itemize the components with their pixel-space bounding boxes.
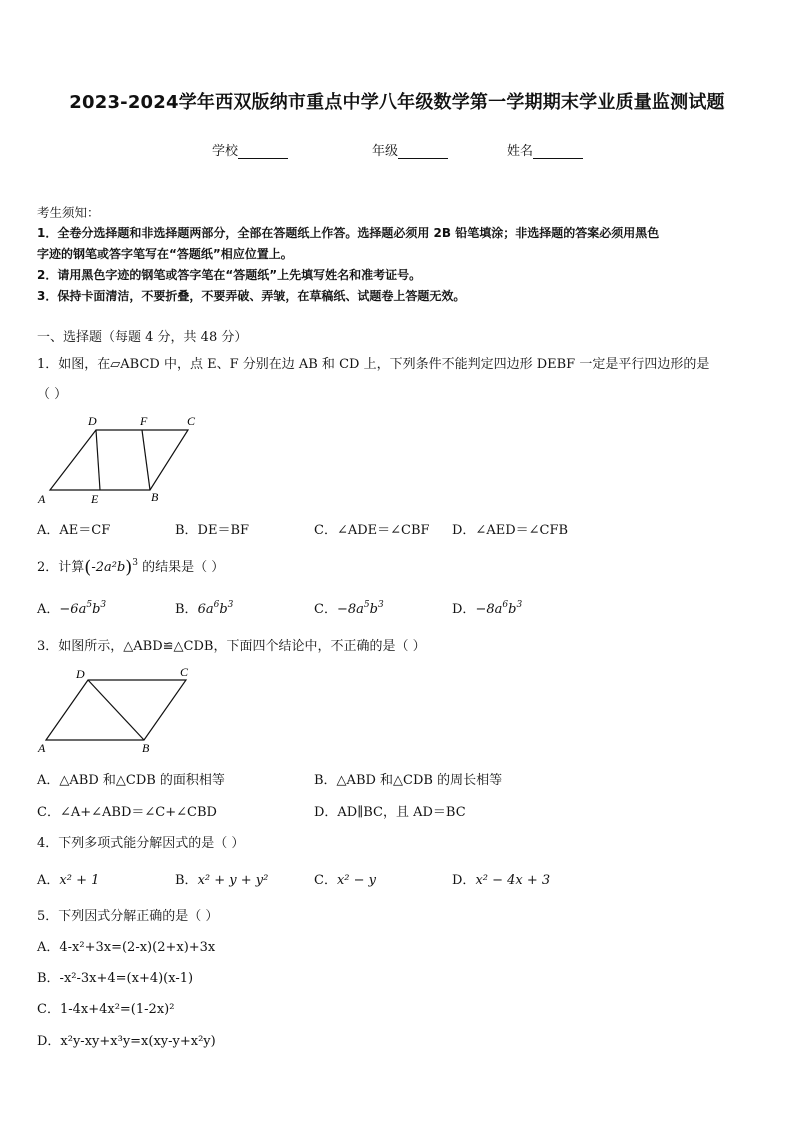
q1-option-d[interactable]: D．∠AED＝∠CFB bbox=[452, 523, 569, 538]
q2-option-d[interactable]: D．$-8a^6b^3$ bbox=[452, 600, 523, 617]
page-title: 2023-2024学年西双版纳市重点中学八年级数学第一学期期末学业质量监测试题 bbox=[69, 92, 725, 113]
question-1-text: 1．如图，在▱ABCD 中，点 E、F 分别在边 AB 和 CD 上，下列条件不能判定四边形 DEBF 一定是平行四边形的是 bbox=[37, 357, 710, 372]
instruction-2: 2．请用黑色字迹的钢笔或答字笔在“答题纸”上先填写姓名和准考证号。 bbox=[37, 268, 422, 282]
label-d: D bbox=[88, 414, 97, 428]
label-d-3: D bbox=[76, 667, 85, 681]
segment-fb bbox=[142, 430, 150, 490]
instruction-3: 3．保持卡面清洁，不要折叠，不要弄破、弄皱，在草稿纸、试题卷上答题无效。 bbox=[37, 289, 466, 303]
q4-option-b[interactable]: B．x² + y + y² bbox=[175, 873, 269, 888]
q3-option-a[interactable]: A．△ABD 和△CDB 的面积相等 bbox=[37, 773, 225, 788]
name-blank bbox=[533, 144, 583, 159]
parallelogram-abcd bbox=[50, 430, 188, 490]
question-2-prefix: 2．计算 bbox=[37, 560, 85, 575]
grade-blank bbox=[398, 144, 448, 159]
grade-field bbox=[372, 140, 448, 159]
q4-option-c[interactable]: C．x² − y bbox=[314, 873, 376, 888]
diagonal-db bbox=[88, 680, 144, 740]
q5-option-a[interactable]: A．4-x²+3x=(2-x)(2+x)+3x bbox=[37, 940, 216, 955]
name-label: 姓名 bbox=[507, 144, 534, 159]
q1-option-b[interactable]: B．DE＝BF bbox=[175, 523, 250, 538]
exam-instructions bbox=[37, 202, 762, 307]
q4-option-d[interactable]: D．x² − 4x + 3 bbox=[452, 873, 551, 888]
label-c-3: C bbox=[180, 665, 189, 679]
question-1-figure bbox=[34, 410, 204, 508]
grade-label: 年级 bbox=[372, 144, 399, 159]
q2-option-a[interactable]: A．$-6a^5b^3$ bbox=[37, 600, 107, 617]
segment-de bbox=[96, 430, 100, 490]
school-blank bbox=[238, 144, 288, 159]
instructions-heading: 考生须知： bbox=[37, 205, 100, 220]
instruction-1b: 字迹的钢笔或答字笔写在“答题纸”相应位置上。 bbox=[37, 247, 293, 261]
question-4-text: 4．下列多项式能分解因式的是（ ） bbox=[37, 836, 245, 851]
label-c: C bbox=[187, 414, 196, 428]
question-2-power: 3 bbox=[132, 558, 139, 568]
label-b: B bbox=[151, 490, 159, 504]
label-f: F bbox=[140, 414, 148, 428]
question-2-suffix: 的结果是（ ） bbox=[142, 560, 225, 575]
q5-option-b[interactable]: B．-x²-3x+4=(x+4)(x-1) bbox=[37, 971, 194, 986]
label-a-3: A bbox=[38, 741, 46, 755]
question-2-text: 2．计算$(-2a^2b)^3$ 的结果是（ ） bbox=[37, 557, 225, 578]
q5-option-d[interactable]: D．x²y-xy+x³y=x(xy-y+x²y) bbox=[37, 1034, 216, 1049]
question-5-text: 5．下列因式分解正确的是（ ） bbox=[37, 909, 219, 924]
question-3-figure bbox=[34, 664, 199, 756]
school-label: 学校 bbox=[212, 144, 239, 159]
q3-option-d[interactable]: D．AD∥BC，且 AD＝BC bbox=[314, 805, 466, 820]
name-field bbox=[507, 140, 583, 159]
label-e: E bbox=[91, 492, 99, 506]
q1-option-a[interactable]: A．AE＝CF bbox=[37, 523, 111, 538]
instruction-1a: 1．全卷分选择题和非选择题两部分，全部在答题纸上作答。选择题必须用 2B 铅笔填涂；非选择题的答案必须用黑色 bbox=[37, 226, 660, 240]
section-title: 一、选择题（每题 4 分，共 48 分） bbox=[37, 330, 248, 345]
q2-option-c[interactable]: C．$-8a^5b^3$ bbox=[314, 600, 384, 617]
label-a: A bbox=[38, 492, 46, 506]
question-2-expression: -2a²b bbox=[91, 560, 126, 575]
q3-option-c[interactable]: C．∠A+∠ABD＝∠C+∠CBD bbox=[37, 805, 217, 820]
q2-option-b[interactable]: B．$6a^6b^3$ bbox=[175, 600, 234, 617]
q4-option-a[interactable]: A．x² + 1 bbox=[37, 873, 100, 888]
q1-option-c[interactable]: C．∠ADE＝∠CBF bbox=[314, 523, 430, 538]
question-3-text: 3．如图所示，△ABD≌△CDB，下面四个结论中，不正确的是（ ） bbox=[37, 639, 426, 654]
q3-option-b[interactable]: B．△ABD 和△CDB 的周长相等 bbox=[314, 773, 503, 788]
question-1-paren: （ ） bbox=[37, 387, 68, 402]
school-field bbox=[212, 140, 288, 159]
label-b-3: B bbox=[142, 741, 150, 755]
q5-option-c[interactable]: C．1-4x+4x²=(1-2x)² bbox=[37, 1002, 175, 1017]
